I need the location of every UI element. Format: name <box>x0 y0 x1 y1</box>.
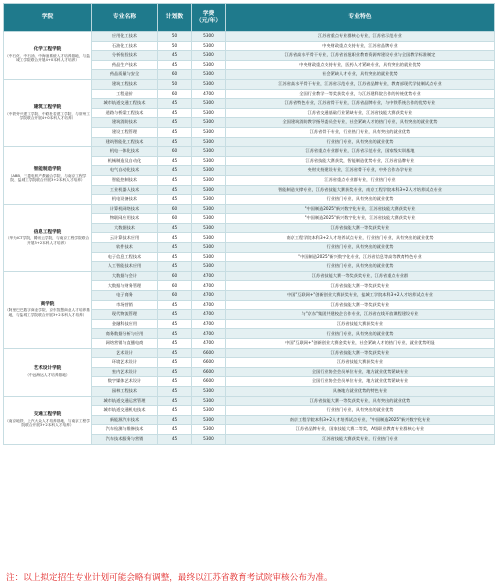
major-feature: 江苏省技能大赛获奖专业 <box>226 358 495 368</box>
admissions-plan-table <box>3 3 495 445</box>
plan-count: 45 <box>158 185 192 195</box>
major-name: 机电设备技术 <box>92 195 158 205</box>
major-feature: "中国制造2025"新兴数字化专业，江苏省技能大赛获奖专业 <box>226 214 495 224</box>
plan-count: 45 <box>158 358 192 368</box>
major-name: 工程造价 <box>92 89 158 99</box>
plan-count: 45 <box>158 51 192 61</box>
plan-count: 45 <box>158 262 192 272</box>
major-name: 市场营销 <box>92 300 158 310</box>
tuition-fee: 4700 <box>192 300 226 310</box>
tuition-fee: 4700 <box>192 291 226 301</box>
college-cell <box>4 204 92 271</box>
major-name: 分析检验技术 <box>92 51 158 61</box>
plan-count: 45 <box>158 137 192 147</box>
plan-count: 45 <box>158 348 192 358</box>
major-name: 大数据技术 <box>92 223 158 233</box>
college-cell <box>4 79 92 146</box>
major-feature: 中国"互联网+"创新创业大赛获奖专业，盐城工学院本科3+2人才培养试点专业 <box>226 291 495 301</box>
major-feature: 江苏省技能大赛一等奖获奖专业 <box>226 281 495 291</box>
major-feature: "中国制造2025"新兴数字化专业，江苏省技能大赛获奖专业 <box>226 204 495 214</box>
major-feature: 中央财政重点支持专业，江苏省品牌专业 <box>226 41 495 51</box>
tuition-fee: 4700 <box>192 271 226 281</box>
college-note: （阿里巴巴数字商业学院，京东智慧商业人才培养基地，与盐城工学院联合开展3+2本科人才培养） <box>5 308 90 317</box>
college-note: （ABB、三菱电机产教融合学院，与南京工程学院、盐城工学院联合开展3+2本科人才培养） <box>8 174 87 183</box>
college-cell <box>4 147 92 205</box>
major-name: 城市轨道交通机电技术 <box>92 406 158 416</box>
tuition-fee: 5300 <box>192 108 226 118</box>
tuition-fee: 5300 <box>192 70 226 80</box>
tuition-fee: 5300 <box>192 223 226 233</box>
major-feature: 江苏省特色专业，江苏省骨干专业，江苏省品牌专业，与中铁系统合作的优势专业 <box>226 99 495 109</box>
tuition-fee: 5300 <box>192 175 226 185</box>
plan-count: 45 <box>158 339 192 349</box>
header-feature: 专业特色 <box>226 4 495 32</box>
major-name: 汽车技术服务与营销 <box>92 434 158 444</box>
tuition-fee: 4700 <box>192 339 226 349</box>
header-fee <box>192 4 226 32</box>
header-plan: 计划数 <box>158 4 192 32</box>
major-feature: 全国建筑消防教学指导委员会专业，社会紧缺人才的热门专业，具有突出的就业优势 <box>226 118 495 128</box>
major-name: 建筑智能化工程技术 <box>92 137 158 147</box>
plan-count: 45 <box>158 319 192 329</box>
college-name: 信息工程学院 <box>33 229 62 235</box>
college-cell <box>4 32 92 80</box>
plan-count: 45 <box>158 99 192 109</box>
major-feature: 江苏省技能大赛一等奖获奖专业 <box>226 300 495 310</box>
tuition-fee: 4700 <box>192 281 226 291</box>
college-cell <box>4 396 92 444</box>
major-feature: 江苏省技能大赛一等奖获奖专业，江苏省重点专业群 <box>226 271 495 281</box>
table-row <box>4 79 495 89</box>
major-name: 工业机器人技术 <box>92 185 158 195</box>
major-name: 城市轨道交通工程技术 <box>92 99 158 109</box>
table-body <box>4 32 495 445</box>
plan-count: 60 <box>158 291 192 301</box>
major-feature: 全国行业协会会员单位专业，地方就业优势紧缺专业 <box>226 377 495 387</box>
major-name: 物联网应用技术 <box>92 214 158 224</box>
major-name: 智能控制技术 <box>92 175 158 185</box>
tuition-fee: 5300 <box>192 118 226 128</box>
tuition-fee: 5300 <box>192 51 226 61</box>
college-name: 智能制造学院 <box>33 167 62 173</box>
table-row <box>4 32 495 42</box>
major-feature: 江苏省重点专业群专业，江苏省示范专业，国家级实训基地 <box>226 147 495 157</box>
tuition-fee: 5300 <box>192 425 226 435</box>
major-feature: 江苏省技能大赛一等奖获奖专业 <box>226 348 495 358</box>
plan-count: 45 <box>158 406 192 416</box>
plan-count: 45 <box>158 166 192 176</box>
tuition-fee: 5300 <box>192 214 226 224</box>
major-feature: 江苏省技能大赛获奖专业 <box>226 319 495 329</box>
tuition-fee: 5300 <box>192 415 226 425</box>
table-row <box>4 348 495 358</box>
major-feature: 全国行业教学一等奖获奖专业，与江苏建科院合作的传统优势专业 <box>226 89 495 99</box>
major-feature: 全国行业协会会员单位专业，地方就业优势紧缺专业 <box>226 367 495 377</box>
table-row <box>4 396 495 406</box>
major-feature: 智能制造支撑专业，江苏省技能大赛获奖专业，南京工程学院本科3+2人才培养试点专业 <box>226 185 495 195</box>
header-major: 专业名称 <box>92 4 158 32</box>
plan-count: 45 <box>158 118 192 128</box>
plan-count: 45 <box>158 386 192 396</box>
tuition-fee: 5300 <box>192 137 226 147</box>
college-name: 化学工程学院 <box>33 47 62 53</box>
major-feature: 江苏省骨干专业，行业热门专业，具有突出的就业优势 <box>226 127 495 137</box>
header-fee-label: 学费 <box>202 10 215 17</box>
table-row <box>4 204 495 214</box>
college-note: （中石化、中石油、中海油系统入才培养基地，与盐城工学院联合开展4+0本科人才培养） <box>5 54 90 63</box>
major-name: 电气自动化技术 <box>92 166 158 176</box>
tuition-fee: 5300 <box>192 204 226 214</box>
college-note: （华为ICT学院，腾讯云学院，与南京工程学院联合开展3+2本科人才培养） <box>5 236 90 245</box>
plan-count: 45 <box>158 195 192 205</box>
plan-count: 45 <box>158 233 192 243</box>
admissions-table-container <box>3 3 494 445</box>
tuition-fee: 5300 <box>192 396 226 406</box>
major-name: 大数据与会计 <box>92 271 158 281</box>
plan-count: 60 <box>158 70 192 80</box>
major-feature: 江苏省高水平骨干专业，江苏省首批职业教育资源库建设专业与全国教学标准制定 <box>226 51 495 61</box>
tuition-fee: 5300 <box>192 243 226 253</box>
major-feature: "中国制造2025"新兴数字化专业，江苏省信息等高等教育特色专业 <box>226 252 495 262</box>
major-name: 电子信息工程技术 <box>92 252 158 262</box>
tuition-fee: 5300 <box>192 185 226 195</box>
major-name: 园林工程技术 <box>92 386 158 396</box>
tuition-fee: 4700 <box>192 329 226 339</box>
tuition-fee: 4700 <box>192 310 226 320</box>
major-name: 石油化工技术 <box>92 41 158 51</box>
tuition-fee: 5300 <box>192 32 226 42</box>
college-note: （中铁旁兴建工学院、中联杜若建工学院，与常州工学院联合开展4+0本科人才培养） <box>5 111 90 120</box>
major-feature: 南京工程学院本科3+2人才培养试点专业，"中国制造2025"新兴数字化专业 <box>226 415 495 425</box>
major-feature: 中央财政重点支持专业，医药人才紧缺专业，具有突出的就业优势 <box>226 60 495 70</box>
college-cell <box>4 271 92 348</box>
tuition-fee: 5300 <box>192 166 226 176</box>
tuition-fee: 6600 <box>192 377 226 387</box>
college-note: （南京地铁、上汽大众人才培养基地，与南京工程学院联合开展3+2本科人才培养） <box>5 418 90 427</box>
plan-count: 45 <box>158 329 192 339</box>
major-feature: 南京工程学院本科3+2人才培养试点专业，行业热门专业，具有突出的就业优势 <box>226 233 495 243</box>
major-name: 应用化工技术 <box>92 32 158 42</box>
plan-count: 45 <box>158 223 192 233</box>
major-feature: 江苏省交通基础行业紧缺专业，江苏省技能大赛获奖专业 <box>226 108 495 118</box>
header-college: 学院 <box>4 4 92 32</box>
major-name: 金融科技应用 <box>92 319 158 329</box>
plan-count: 45 <box>158 300 192 310</box>
plan-count: 45 <box>158 415 192 425</box>
plan-count: 60 <box>158 214 192 224</box>
tuition-fee: 4700 <box>192 89 226 99</box>
tuition-fee: 6600 <box>192 367 226 377</box>
college-name: 建筑工程学院 <box>33 104 62 110</box>
plan-count: 60 <box>158 147 192 157</box>
plan-count: 60 <box>158 89 192 99</box>
major-name: 建筑消防技术 <box>92 118 158 128</box>
major-name: 新能源汽车技术 <box>92 415 158 425</box>
plan-count: 45 <box>158 156 192 166</box>
major-name: 环境艺术设计 <box>92 358 158 368</box>
major-feature: 江苏省技能大赛一等奖获奖专业 <box>226 223 495 233</box>
plan-count: 45 <box>158 425 192 435</box>
major-feature: 江苏省重点专业群核心专业，江苏省示范专业 <box>226 32 495 42</box>
major-name: 道路与桥梁工程技术 <box>92 108 158 118</box>
plan-count: 45 <box>158 175 192 185</box>
plan-count: 60 <box>158 271 192 281</box>
major-feature: 江苏省技能大赛一等奖获奖专业，具有突出的就业优势 <box>226 396 495 406</box>
major-name: 人工智能技术应用 <box>92 262 158 272</box>
footer-note: 注：以上拟定招生专业计划可能会略有调整，最终以江苏省教育考试院审核公布为准。 <box>6 573 333 583</box>
plan-count: 50 <box>158 32 192 42</box>
college-cell <box>4 348 92 396</box>
tuition-fee: 5300 <box>192 147 226 157</box>
major-feature: 央财支持建设专业，江苏省骨干专业，中外合作办学专业 <box>226 166 495 176</box>
major-name: 建设工程管理 <box>92 127 158 137</box>
table-header-row <box>4 4 495 32</box>
major-name: 云计算技术应用 <box>92 233 158 243</box>
major-name: 数字媒体艺术设计 <box>92 377 158 387</box>
major-feature: 行业热门专业，具有突出的就业优势 <box>226 262 495 272</box>
plan-count: 45 <box>158 434 192 444</box>
tuition-fee: 5300 <box>192 156 226 166</box>
tuition-fee: 5300 <box>192 262 226 272</box>
tuition-fee: 5300 <box>192 41 226 51</box>
major-feature: 江苏省品牌专业，国家技能大赛二等奖，A级职业教育专业群核心专业 <box>226 425 495 435</box>
plan-count: 45 <box>158 243 192 253</box>
plan-count: 45 <box>158 367 192 377</box>
tuition-fee: 5300 <box>192 434 226 444</box>
tuition-fee: 5300 <box>192 252 226 262</box>
major-name: 机电一体化技术 <box>92 147 158 157</box>
plan-count: 50 <box>158 79 192 89</box>
major-name: 城市轨道交通运营管理 <box>92 396 158 406</box>
header-fee-unit: （元/年） <box>195 17 222 24</box>
tuition-fee: 5300 <box>192 406 226 416</box>
college-name: 商学院 <box>40 301 55 307</box>
tuition-fee: 5300 <box>192 386 226 396</box>
major-name: 建筑工程技术 <box>92 79 158 89</box>
tuition-fee: 5300 <box>192 233 226 243</box>
plan-count: 60 <box>158 281 192 291</box>
major-feature: 江苏省技能大赛获奖，智能制造优势专业，江苏省品牌专业 <box>226 156 495 166</box>
major-name: 汽车检测与维修技术 <box>92 425 158 435</box>
major-name: 电子商务 <box>92 291 158 301</box>
plan-count: 60 <box>158 204 192 214</box>
plan-count: 45 <box>158 252 192 262</box>
table-row <box>4 271 495 281</box>
major-feature: 具备地方就业优势的特色专业 <box>226 386 495 396</box>
major-feature: 行业热门专业，具有突出的就业优势 <box>226 137 495 147</box>
plan-count: 45 <box>158 108 192 118</box>
major-feature: 社会紧缺人才专业，具有突出的就业优势 <box>226 70 495 80</box>
major-name: 网络营销与直播电商 <box>92 339 158 349</box>
table-row <box>4 147 495 157</box>
major-feature: 与"京东"集团共建校企合作专业，江苏省在线开放课程建设专业 <box>226 310 495 320</box>
plan-count: 45 <box>158 310 192 320</box>
major-name: 大数据与财务管理 <box>92 281 158 291</box>
major-name: 艺术设计 <box>92 348 158 358</box>
plan-count: 45 <box>158 127 192 137</box>
major-feature: 行业热门专业，具有突出的就业优势 <box>226 243 495 253</box>
major-feature: 江苏省高水平骨干专业，江苏省示范专业，江苏省品牌专业，教育部现代学徒制试点专业 <box>226 79 495 89</box>
plan-count: 45 <box>158 60 192 70</box>
major-feature: 中国"互联网+"创新创业大赛金奖专业，社会紧缺人才的热门专业，就业优势明显 <box>226 339 495 349</box>
tuition-fee: 5300 <box>192 60 226 70</box>
plan-count: 45 <box>158 377 192 387</box>
tuition-fee: 5300 <box>192 127 226 137</box>
college-note: （中远海运人才培养基地） <box>25 372 70 377</box>
major-name: 现代物流管理 <box>92 310 158 320</box>
major-feature: 行业热门专业，具有突出的就业优势 <box>226 195 495 205</box>
major-feature: 行业热门专业，具有突出的就业优势 <box>226 329 495 339</box>
plan-count: 50 <box>158 41 192 51</box>
major-name: 软件技术 <box>92 243 158 253</box>
major-name: 药品生产技术 <box>92 60 158 70</box>
plan-count: 45 <box>158 396 192 406</box>
major-feature: 江苏省重点专业群专业，行业热门专业 <box>226 175 495 185</box>
tuition-fee: 5300 <box>192 195 226 205</box>
major-feature: 江苏省技能大赛获奖专业，行业热门专业 <box>226 434 495 444</box>
tuition-fee: 6600 <box>192 358 226 368</box>
tuition-fee: 5300 <box>192 79 226 89</box>
major-name: 商务数据分析与应用 <box>92 329 158 339</box>
major-name: 室内艺术设计 <box>92 367 158 377</box>
tuition-fee: 5300 <box>192 99 226 109</box>
major-name: 机械制造及自动化 <box>92 156 158 166</box>
tuition-fee: 6600 <box>192 348 226 358</box>
college-name: 交通工程学院 <box>33 411 62 417</box>
college-name: 艺术设计学院 <box>33 366 62 372</box>
tuition-fee: 4700 <box>192 319 226 329</box>
major-name: 计算机网络技术 <box>92 204 158 214</box>
major-feature: 行业热门专业，具有突出的就业优势 <box>226 406 495 416</box>
major-name: 药品质量与安全 <box>92 70 158 80</box>
